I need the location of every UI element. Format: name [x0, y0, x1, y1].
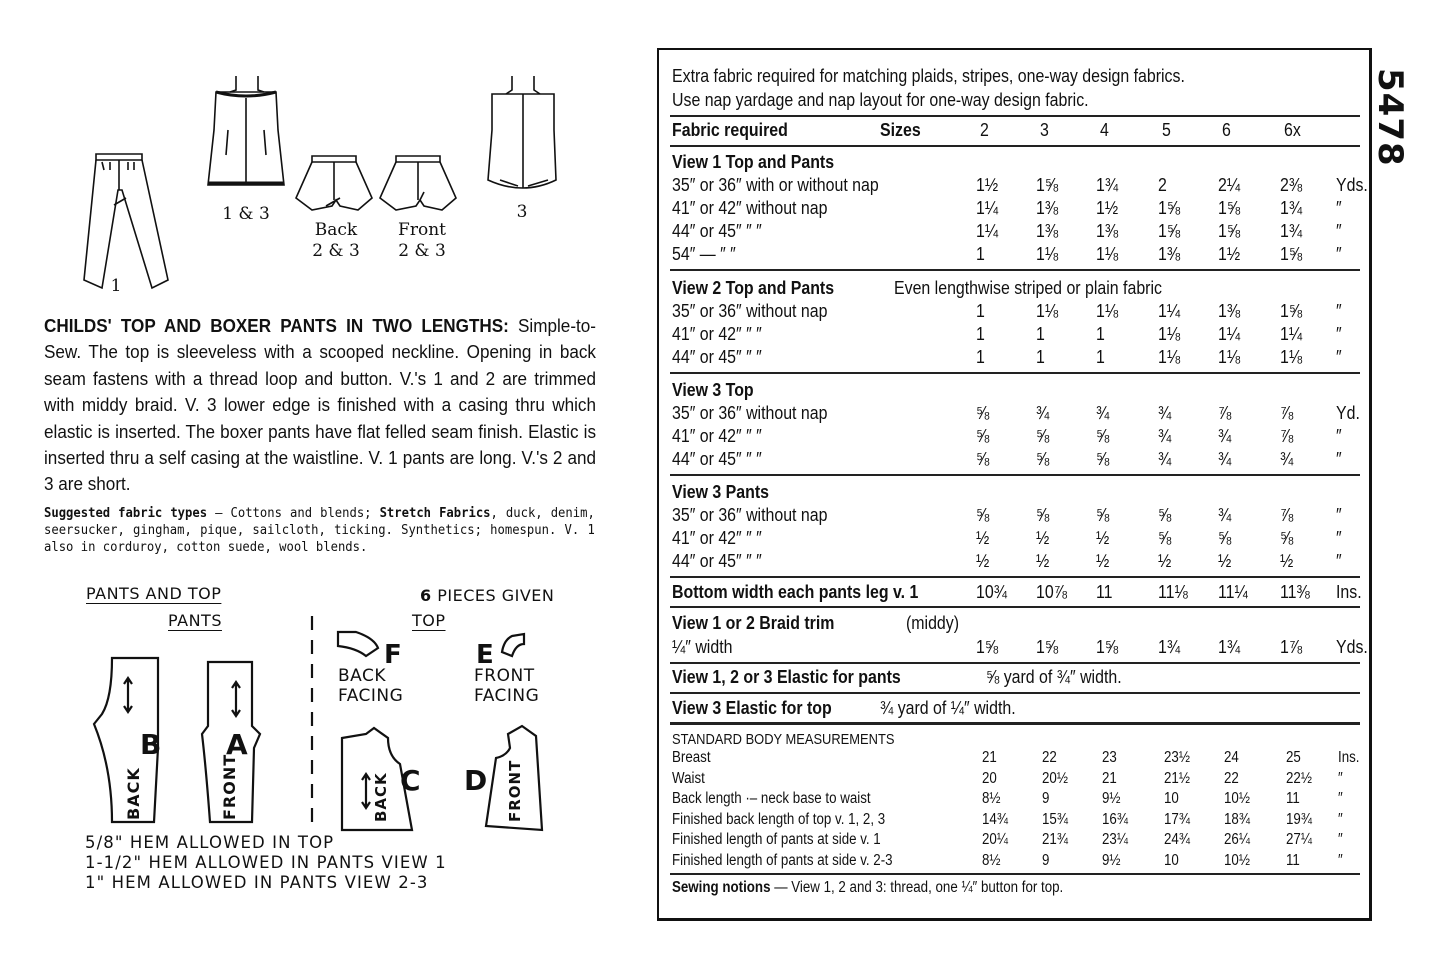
piece-a-name: FRONT [220, 753, 239, 820]
section-title-3: View 3 Top [672, 379, 754, 400]
fabric-row-1-2-size-2: 1¼ [976, 197, 999, 218]
measurement-4-size-6: 18¾ [1224, 810, 1250, 828]
measurement-1-size-2: 21 [982, 749, 997, 766]
fabric-row-2-1-size-2: 1 [976, 300, 985, 321]
fabric-row-2-1-size-4: 1⅛ [1096, 300, 1119, 321]
description-title: CHILDS' TOP AND BOXER PANTS IN TWO LENGTHS: [44, 315, 509, 336]
shorts-back-sketch [296, 156, 372, 210]
divider [670, 576, 1360, 578]
label-shorts-back-views: 2 & 3 [312, 241, 360, 261]
fabric-row-label: 35″ or 36″ with or without nap [672, 174, 879, 195]
fabric-row-3-3-size-2: ⅝ [976, 448, 990, 469]
pieces-header: PANTS AND TOP [86, 584, 222, 603]
note-extra-fabric: Extra fabric required for matching plaids, stripes, one-way design fabrics. [672, 65, 1185, 86]
fabric-row-2-3-size-2: 1 [976, 346, 985, 367]
fabric-row-4-1-size-5: ⅝ [1158, 504, 1172, 525]
braid-trim-title: View 1 or 2 Braid trim [672, 612, 835, 633]
divider [670, 269, 1360, 271]
fabric-row-2-2-unit: ″ [1336, 323, 1342, 344]
measurement-6-size-4: 9½ [1102, 852, 1121, 869]
fabric-row-3-1-size-6: ⅞ [1218, 402, 1232, 423]
braid-trim-size-6: 1¾ [1218, 636, 1241, 657]
fabric-row-1-3-size-2: 1¼ [976, 220, 999, 241]
divider [670, 115, 1360, 117]
piece-e-name-line1: FRONT [474, 666, 535, 686]
fabric-row-1-2-size-4: 1½ [1096, 197, 1119, 218]
fabric-row-3-2-size-5: ¾ [1158, 425, 1172, 446]
pattern-number [1370, 68, 1412, 167]
measurement-4-size-6x: 19¾ [1286, 810, 1312, 828]
fabric-row-label: 54″ — ″ ″ [672, 243, 736, 264]
fabric-row-4-3-size-6: ½ [1218, 550, 1232, 571]
label-shorts-front: Front [398, 220, 446, 240]
fabric-row-1-4-size-4: 1⅛ [1096, 243, 1119, 264]
fabric-row-2-2-size-3: 1 [1036, 323, 1045, 344]
measurement-3-size-4: 9½ [1102, 790, 1121, 808]
elastic-pants-label: View 1, 2 or 3 Elastic for pants [672, 666, 901, 687]
fabric-row-4-2-size-2: ½ [976, 527, 990, 548]
column-header-size-4: 4 [1100, 119, 1109, 140]
measurement-5-size-6x: 27¼ [1286, 831, 1312, 849]
measurement-2-size-2: 20 [982, 769, 997, 787]
fabric-row-4-2-unit: ″ [1336, 527, 1342, 548]
fabric-row-label: 41″ or 42″ ″ ″ [672, 323, 762, 344]
fabric-row-4-3-size-5: ½ [1158, 550, 1172, 571]
top-group-label: TOP [412, 611, 446, 630]
garment-illustrations [60, 70, 590, 300]
pieces-count: 6 [420, 586, 432, 605]
measurement-2-size-6x: 22½ [1286, 769, 1312, 787]
fabric-row-3-2-size-6: ¾ [1218, 425, 1232, 446]
divider [670, 692, 1360, 694]
measurement-1-size-5: 23½ [1164, 749, 1190, 766]
fabric-row-1-3-unit: ″ [1336, 220, 1342, 241]
measurement-2-size-3: 20½ [1042, 769, 1068, 787]
pieces-given-label: PIECES GIVEN [431, 586, 555, 605]
fabric-row-4-1-size-3: ⅝ [1036, 504, 1050, 525]
fabric-row-4-2-size-6: ⅝ [1218, 527, 1232, 548]
fabric-row-3-2-size-4: ⅝ [1096, 425, 1110, 446]
column-header-size-5: 5 [1162, 119, 1171, 140]
fabric-row-1-4-size-3: 1⅛ [1036, 243, 1059, 264]
measurement-3-size-3: 9 [1042, 790, 1050, 808]
measurement-3-size-5: 10 [1164, 790, 1179, 808]
fabric-row-2-1-size-5: 1¼ [1158, 300, 1181, 321]
bottom-width-size-5: 11⅛ [1158, 581, 1188, 602]
piece-f-shape [338, 632, 378, 656]
divider [670, 145, 1360, 147]
column-header-size-6: 6 [1222, 119, 1231, 140]
fabric-row-1-3-size-6x: 1¾ [1280, 220, 1303, 241]
measurement-label: Back length ·– neck base to waist [672, 790, 871, 808]
measurement-1-size-3: 22 [1042, 749, 1057, 766]
fabric-row-1-3-size-4: 1⅜ [1096, 220, 1119, 241]
grainline-arrow-icon [124, 678, 132, 712]
grainline-arrow-icon [232, 682, 240, 716]
piece-e-name [474, 666, 539, 706]
fabric-row-2-1-size-6: 1⅜ [1218, 300, 1241, 321]
measurement-4-size-3: 15¾ [1042, 810, 1068, 828]
measurement-4-size-4: 16¾ [1102, 810, 1128, 828]
section-title-2: View 2 Top and Pants [672, 277, 835, 298]
fabric-row-label: 44″ or 45″ ″ ″ [672, 448, 762, 469]
fabric-row-3-1-unit: Yd. [1336, 402, 1360, 423]
fabric-row-1-2-unit: ″ [1336, 197, 1342, 218]
measurement-3-size-6: 10½ [1224, 790, 1250, 808]
section-subtitle-2: Even lengthwise striped or plain fabric [894, 277, 1162, 298]
bottom-width-size-4: 11 [1096, 581, 1113, 602]
piece-e-name-line2: FACING [474, 686, 540, 706]
braid-trim-size-6x: 1⅞ [1280, 636, 1303, 657]
fabric-row-3-1-size-6x: ⅞ [1280, 402, 1294, 423]
measurement-unit: ″ [1338, 769, 1343, 787]
fabric-row-2-1-unit: ″ [1336, 300, 1342, 321]
fabric-row-label: 44″ or 45″ ″ ″ [672, 550, 762, 571]
piece-f-name [338, 666, 403, 706]
fabric-row-2-2-size-6: 1¼ [1218, 323, 1241, 344]
column-header-size-3: 3 [1040, 119, 1049, 140]
description-body: Simple-to-Sew. The top is sleeveless with a scooped neckline. Opening in back seam fastens with a thread loop and button. V.'s 1 and 2 are trimmed with middy braid. V. 3 lower edge is finished with a casing thru which elastic is inserted. The boxer pants have flat felled seam finish. Elastic is inserted thru a self casing at the waistline. V. 1 pants are long. V.'s 2 and 3 are short. [44, 315, 596, 495]
fabric-row-3-2-size-6x: ⅞ [1280, 425, 1294, 446]
fabric-row-2-1-size-3: 1⅛ [1036, 300, 1059, 321]
piece-b-letter: B [140, 728, 162, 761]
measurement-5-size-3: 21¾ [1042, 831, 1068, 849]
fabric-row-3-3-size-6x: ¾ [1280, 448, 1294, 469]
fabric-row-1-4-size-6: 1½ [1218, 243, 1241, 264]
fabric-row-3-3-unit: ″ [1336, 448, 1342, 469]
divider [670, 873, 1360, 875]
fabric-row-1-1-size-6: 2¼ [1218, 174, 1241, 195]
fabric-row-label: 35″ or 36″ without nap [672, 504, 828, 525]
shorts-front-sketch [380, 156, 456, 210]
measurement-6-size-6x: 11 [1286, 852, 1300, 869]
fabric-row-3-2-size-3: ⅝ [1036, 425, 1050, 446]
section-title-1: View 1 Top and Pants [672, 151, 835, 172]
fabric-row-label: 41″ or 42″ without nap [672, 197, 828, 218]
fabric-row-label: 44″ or 45″ ″ ″ [672, 346, 762, 367]
fabric-row-2-2-size-5: 1⅛ [1158, 323, 1181, 344]
suggested-fabrics [44, 505, 595, 556]
measurement-2-size-5: 21½ [1164, 769, 1190, 787]
measurement-3-size-2: 8½ [982, 790, 1001, 808]
hem-note-top: 5/8" HEM ALLOWED IN TOP [85, 833, 335, 852]
fabrics-text-cont: , duck, denim, seersucker, gingham, pique, sailcloth, ticking. Synthetics; homespun. V. 1 also in corduroy, cotton suede, wool blends. [44, 506, 595, 555]
measurement-label: Breast [672, 749, 711, 766]
fabric-row-2-2-size-2: 1 [976, 323, 985, 344]
fabrics-label: Suggested fabric types [44, 506, 208, 521]
top-front-sketch [208, 76, 284, 185]
measurement-5-size-2: 20¼ [982, 831, 1008, 849]
fabric-row-1-1-size-5: 2 [1158, 174, 1167, 195]
fabric-row-2-3-unit: ″ [1336, 346, 1342, 367]
label-view-1: 1 [110, 276, 122, 296]
fabric-row-1-1-size-2: 1½ [976, 174, 999, 195]
fabric-row-3-3-size-6: ¾ [1218, 448, 1232, 469]
fabric-row-3-2-size-2: ⅝ [976, 425, 990, 446]
fabric-row-2-3-size-6: 1⅛ [1218, 346, 1241, 367]
fabrics-text: — Cottons and blends; [207, 506, 380, 521]
fabric-row-1-4-size-6x: 1⅝ [1280, 243, 1303, 264]
label-view-1-3: 1 & 3 [222, 204, 270, 224]
fabric-row-1-2-size-5: 1⅝ [1158, 197, 1181, 218]
fabric-row-2-1-size-6x: 1⅝ [1280, 300, 1303, 321]
divider [670, 662, 1360, 664]
bottom-width-unit: Ins. [1336, 581, 1362, 602]
fabric-row-2-2-size-6x: 1¼ [1280, 323, 1303, 344]
piece-c-name: BACK [372, 772, 390, 822]
fabric-row-4-1-size-4: ⅝ [1096, 504, 1110, 525]
braid-trim-width-label: ¼″ width [672, 636, 733, 657]
fabric-row-1-4-unit: ″ [1336, 243, 1342, 264]
fabric-row-1-1-size-6x: 2⅜ [1280, 174, 1303, 195]
label-view-3: 3 [516, 202, 528, 222]
fabric-row-label: 44″ or 45″ ″ ″ [672, 220, 762, 241]
fabric-row-1-1-size-3: 1⅝ [1036, 174, 1059, 195]
divider [670, 474, 1360, 476]
elastic-top-label: View 3 Elastic for top [672, 697, 832, 718]
measurement-2-size-4: 21 [1102, 769, 1117, 787]
fabric-row-1-1-size-4: 1¾ [1096, 174, 1119, 195]
fabric-row-4-2-size-4: ½ [1096, 527, 1110, 548]
fabric-row-2-3-size-4: 1 [1096, 346, 1105, 367]
fabric-row-4-3-size-4: ½ [1096, 550, 1110, 571]
measurement-label: Finished length of pants at side v. 1 [672, 831, 881, 849]
piece-d-letter: D [464, 764, 488, 797]
measurement-label: Finished length of pants at side v. 2-3 [672, 852, 893, 869]
column-header-sizes: Sizes [880, 119, 921, 140]
piece-a-letter: A [226, 728, 248, 761]
measurement-4-size-2: 14¾ [982, 810, 1008, 828]
column-header-size-6x: 6x [1284, 119, 1301, 140]
measurement-1-size-4: 23 [1102, 749, 1117, 766]
fabric-row-4-2-size-6x: ⅝ [1280, 527, 1294, 548]
measurement-label: Finished back length of top v. 1, 2, 3 [672, 810, 886, 828]
fabric-row-4-2-size-5: ⅝ [1158, 527, 1172, 548]
fabric-row-2-3-size-3: 1 [1036, 346, 1045, 367]
divider [670, 606, 1360, 608]
piece-e-shape [502, 634, 524, 656]
fabric-row-1-2-size-6: 1⅝ [1218, 197, 1241, 218]
measurement-6-size-3: 9 [1042, 852, 1050, 869]
fabric-row-label: 35″ or 36″ without nap [672, 300, 828, 321]
fabric-row-4-1-unit: ″ [1336, 504, 1342, 525]
divider [670, 372, 1360, 374]
column-header-size-2: 2 [980, 119, 989, 140]
measurements-title: STANDARD BODY MEASUREMENTS [672, 731, 895, 748]
fabric-row-4-1-size-6x: ⅞ [1280, 504, 1294, 525]
section-title-4: View 3 Pants [672, 481, 769, 502]
grainline-arrow-icon [362, 774, 370, 808]
sewing-notions [672, 879, 1063, 897]
braid-trim-subtitle: (middy) [906, 612, 960, 633]
pattern-number-text: 5478 [1370, 68, 1410, 167]
label-shorts-front-views: 2 & 3 [398, 241, 446, 261]
pattern-description [44, 313, 596, 498]
measurement-6-size-2: 8½ [982, 852, 1001, 869]
bottom-width-size-6x: 11⅜ [1280, 581, 1310, 602]
pants-group-label: PANTS [168, 611, 222, 630]
fabric-row-1-3-size-3: 1⅜ [1036, 220, 1059, 241]
elastic-pants-amount: ⅝ yard of ¾″ width. [986, 666, 1122, 687]
fabric-row-1-3-size-6: 1⅝ [1218, 220, 1241, 241]
measurement-3-size-6x: 11 [1286, 790, 1300, 808]
fabric-row-3-1-size-3: ¾ [1036, 402, 1050, 423]
piece-f-name-line1: BACK [338, 666, 387, 686]
measurement-6-size-6: 10½ [1224, 852, 1250, 869]
fabric-row-4-3-size-3: ½ [1036, 550, 1050, 571]
piece-c-letter: C [400, 764, 421, 797]
fabric-row-2-3-size-6x: 1⅛ [1280, 346, 1303, 367]
fabric-row-4-3-size-2: ½ [976, 550, 990, 571]
braid-trim-size-2: 1⅝ [976, 636, 999, 657]
fabric-row-2-2-size-4: 1 [1096, 323, 1105, 344]
measurement-1-size-6: 24 [1224, 749, 1239, 766]
fabric-row-3-2-unit: ″ [1336, 425, 1342, 446]
fabric-row-1-4-size-2: 1 [976, 243, 985, 264]
hem-note-pants-view-1: 1-1/2" HEM ALLOWED IN PANTS VIEW 1 [85, 853, 447, 872]
long-pants-sketch [84, 154, 168, 288]
fabric-row-1-3-size-5: 1⅝ [1158, 220, 1181, 241]
bottom-width-size-6: 11¼ [1218, 581, 1248, 602]
sewing-notions-label: Sewing notions [672, 879, 771, 896]
braid-trim-size-5: 1¾ [1158, 636, 1181, 657]
fabric-row-label: 35″ or 36″ without nap [672, 402, 828, 423]
measurement-4-size-5: 17¾ [1164, 810, 1190, 828]
piece-f-letter: F [384, 640, 402, 670]
fabric-row-3-3-size-5: ¾ [1158, 448, 1172, 469]
piece-b-name: BACK [124, 767, 143, 820]
bottom-width-size-2: 10¾ [976, 581, 1007, 602]
fabric-row-2-3-size-5: 1⅛ [1158, 346, 1181, 367]
elastic-top-amount: ¾ yard of ¼″ width. [880, 697, 1016, 718]
braid-trim-size-3: 1⅝ [1036, 636, 1059, 657]
fabric-row-label: 41″ or 42″ ″ ″ [672, 425, 762, 446]
fabric-row-3-1-size-4: ¾ [1096, 402, 1110, 423]
fabric-row-1-4-size-5: 1⅜ [1158, 243, 1181, 264]
measurement-unit: ″ [1338, 831, 1343, 849]
measurement-unit: ″ [1338, 810, 1343, 828]
pattern-pieces [40, 578, 600, 898]
top-back-sketch [488, 76, 556, 188]
braid-trim-size-4: 1⅝ [1096, 636, 1119, 657]
measurement-unit: Ins. [1338, 749, 1360, 766]
fabric-row-4-3-size-6x: ½ [1280, 550, 1294, 571]
fabric-row-1-2-size-6x: 1¾ [1280, 197, 1303, 218]
garment-sketches [60, 70, 590, 300]
column-header-fabric-required: Fabric required [672, 119, 788, 140]
fabric-row-3-3-size-3: ⅝ [1036, 448, 1050, 469]
measurement-1-size-6x: 25 [1286, 749, 1301, 766]
fabric-row-4-1-size-2: ⅝ [976, 504, 990, 525]
measurement-5-size-5: 24¾ [1164, 831, 1190, 849]
fabric-row-4-2-size-3: ½ [1036, 527, 1050, 548]
measurement-5-size-4: 23¼ [1102, 831, 1128, 849]
fabric-row-label: 41″ or 42″ ″ ″ [672, 527, 762, 548]
bottom-width-size-3: 10⅞ [1036, 581, 1067, 602]
fabric-row-4-3-unit: ″ [1336, 550, 1342, 571]
divider [670, 722, 1360, 725]
measurement-label: Waist [672, 769, 705, 787]
fabric-row-3-3-size-4: ⅝ [1096, 448, 1110, 469]
note-nap-yardage: Use nap yardage and nap layout for one-way design fabric. [672, 89, 1089, 110]
fabric-row-1-2-size-3: 1⅜ [1036, 197, 1059, 218]
piece-d-name: FRONT [506, 759, 524, 822]
braid-trim-unit: Yds. [1336, 636, 1368, 657]
measurement-unit: ″ [1338, 852, 1343, 869]
hem-note-pants-view-2-3: 1" HEM ALLOWED IN PANTS VIEW 2-3 [85, 873, 429, 892]
fabric-row-3-1-size-2: ⅝ [976, 402, 990, 423]
label-shorts-back: Back [314, 220, 358, 240]
bottom-width-label: Bottom width each pants leg v. 1 [672, 581, 919, 602]
sewing-notions-text: — View 1, 2 and 3: thread, one ¼″ button for top. [770, 879, 1064, 896]
piece-f-name-line2: FACING [338, 686, 404, 706]
fabric-row-1-1-unit: Yds. [1336, 174, 1368, 195]
fabric-row-3-1-size-5: ¾ [1158, 402, 1172, 423]
measurement-6-size-5: 10 [1164, 852, 1179, 869]
measurement-unit: ″ [1338, 790, 1343, 808]
piece-e-letter: E [476, 640, 494, 670]
measurement-5-size-6: 26¼ [1224, 831, 1250, 849]
measurement-2-size-6: 22 [1224, 769, 1239, 787]
stretch-fabrics-label: Stretch Fabrics [379, 506, 491, 521]
fabric-row-4-1-size-6: ¾ [1218, 504, 1232, 525]
